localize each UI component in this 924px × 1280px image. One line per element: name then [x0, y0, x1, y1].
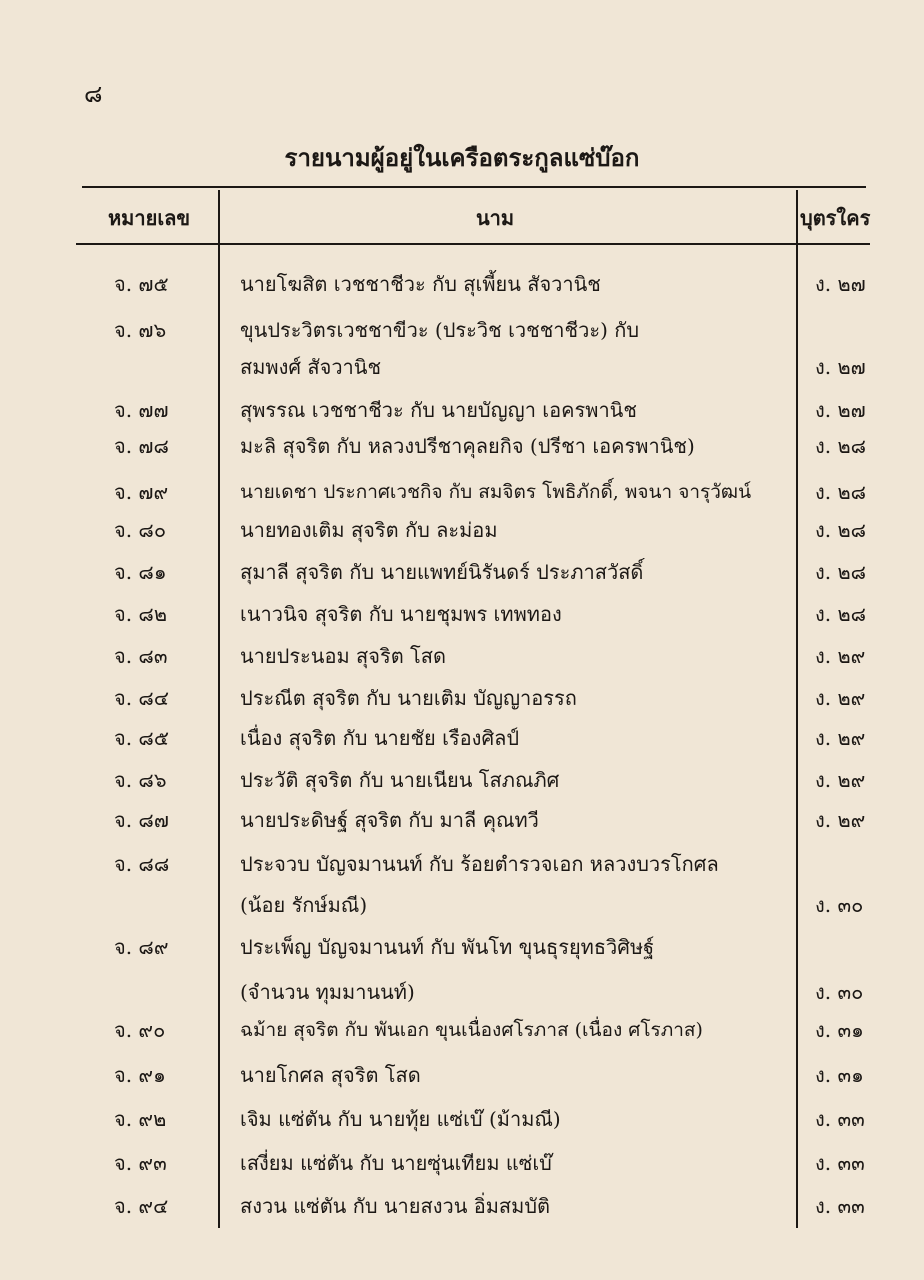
entry-number: จ. ๘๘ — [114, 852, 170, 876]
entry-name: มะลิ สุจริต กับ หลวงปรีชาคุลยกิจ (ปรีชา เอครพานิช) — [240, 434, 695, 458]
page-number: ๘ — [84, 80, 103, 108]
entry-name: นายประดิษฐ์ สุจริต กับ มาลี คุณทวี — [240, 808, 539, 832]
entry-parent-ref: ง. ๓๐ — [815, 980, 864, 1004]
entry-parent-ref: ง. ๒๗ — [815, 355, 866, 379]
entry-name: เนื่อง สุจริต กับ นายชัย เรืองศิลป์ — [240, 726, 520, 750]
entry-parent-ref: ง. ๒๙ — [815, 726, 866, 750]
header-number: หมายเลข — [108, 206, 191, 230]
column-divider-left — [218, 190, 220, 1228]
entry-name: ฉม้าย สุจริต กับ พันเอก ขุนเนื่องศโรภาส (เนื่อง ศโรภาส) — [240, 1019, 703, 1041]
entry-name: นายเดชา ประกาศเวชกิจ กับ สมจิตร โพธิภักดิ์, พจนา จารุวัฒน์ — [240, 481, 752, 503]
entry-name: สุพรรณ เวชชาชีวะ กับ นายบัญญา เอครพานิช — [240, 398, 637, 422]
entry-number: จ. ๗๘ — [114, 434, 169, 458]
entry-number: จ. ๘๓ — [114, 644, 168, 668]
entry-number: จ. ๙๐ — [114, 1018, 166, 1042]
entry-name: ประจวบ บัญจมานนท์ กับ ร้อยตำรวจเอก หลวงบวรโกศล — [240, 852, 719, 876]
entry-parent-ref: ง. ๒๘ — [815, 518, 867, 542]
entry-number: จ. ๗๖ — [114, 318, 167, 342]
entry-parent-ref: ง. ๒๘ — [815, 560, 867, 584]
entry-number: จ. ๘๐ — [114, 518, 167, 542]
entry-name: นายประนอม สุจริต โสด — [240, 644, 446, 668]
entry-parent-ref: ง. ๓๓ — [815, 1107, 865, 1131]
entry-number: จ. ๘๑ — [114, 560, 167, 584]
entry-name: สุมาลี สุจริต กับ นายแพทย์นิรันดร์ ประภาสวัสดิ์ — [240, 560, 644, 584]
header-name: นาม — [476, 206, 515, 230]
entry-name: เจิม แซ่ตัน กับ นายทุ้ย แซ่เบ๊ (ม้ามณี) — [240, 1107, 561, 1131]
entry-number: จ. ๙๒ — [114, 1107, 167, 1131]
entry-parent-ref: ง. ๒๘ — [815, 434, 867, 458]
entry-number: จ. ๗๕ — [114, 272, 169, 296]
entry-number: จ. ๙๓ — [114, 1151, 167, 1175]
entry-name: นายโฆสิต เวชชาชีวะ กับ สุเพี้ยน สัจวานิช — [240, 272, 601, 296]
entry-number: จ. ๘๕ — [114, 726, 169, 750]
entry-name-continued: สมพงศ์ สัจวานิช — [240, 355, 382, 379]
entry-number: จ. ๙๑ — [114, 1063, 166, 1087]
entry-name: ประวัติ สุจริต กับ นายเนียน โสภณภิศ — [240, 768, 560, 792]
entry-parent-ref: ง. ๒๘ — [815, 480, 867, 504]
entry-name: นายทองเติม สุจริต กับ ละม่อม — [240, 518, 498, 542]
entry-parent-ref: ง. ๓๓ — [815, 1194, 865, 1218]
entry-number: จ. ๗๗ — [114, 398, 169, 422]
entry-name: เสงี่ยม แซ่ตัน กับ นายซุ่นเทียม แซ่เบ๊ — [240, 1151, 552, 1175]
entry-name-continued: (จำนวน ทุมมานนท์) — [240, 980, 415, 1004]
entry-parent-ref: ง. ๒๗ — [815, 398, 866, 422]
entry-parent-ref: ง. ๒๗ — [815, 272, 866, 296]
entry-parent-ref: ง. ๒๙ — [815, 808, 866, 832]
entry-name: ประเพ็ญ บัญจมานนท์ กับ พันโท ขุนธุรยุทธวิศิษฐ์ — [240, 935, 655, 959]
entry-number: จ. ๘๖ — [114, 768, 167, 792]
entry-parent-ref: ง. ๒๘ — [815, 602, 867, 626]
entry-parent-ref: ง. ๒๙ — [815, 768, 866, 792]
entry-parent-ref: ง. ๓๑ — [815, 1063, 864, 1087]
entry-number: จ. ๘๔ — [114, 686, 169, 710]
entry-name: สงวน แซ่ตัน กับ นายสงวน อิ่มสมบัติ — [240, 1194, 550, 1218]
entry-number: จ. ๘๗ — [114, 808, 169, 832]
header-child-of: บุตรใคร — [800, 206, 871, 230]
entry-parent-ref: ง. ๓๑ — [815, 1018, 864, 1042]
entry-number: จ. ๘๒ — [114, 602, 168, 626]
entry-name: นายโกศล สุจริต โสด — [240, 1063, 421, 1087]
header-bottom-rule — [76, 243, 870, 245]
page-title: รายนามผู้อยู่ในเครือตระกูลแซ่บ๊อก — [284, 143, 640, 172]
entry-name: เนาวนิจ สุจริต กับ นายชุมพร เทพทอง — [240, 602, 562, 626]
entry-name: ขุนประวิตรเวชชาขีวะ (ประวิช เวชชาชีวะ) กับ — [240, 318, 640, 342]
entry-number: จ. ๙๔ — [114, 1194, 169, 1218]
header-top-rule — [82, 186, 866, 188]
entry-parent-ref: ง. ๒๙ — [815, 644, 866, 668]
entry-number: จ. ๗๙ — [114, 480, 169, 504]
entry-number: จ. ๘๙ — [114, 935, 169, 959]
entry-parent-ref: ง. ๓๓ — [815, 1151, 865, 1175]
entry-name: ประณีต สุจริต กับ นายเติม บัญญาอรรถ — [240, 686, 577, 710]
entry-name-continued: (น้อย รักษ์มณี) — [240, 893, 368, 917]
entry-parent-ref: ง. ๒๙ — [815, 686, 866, 710]
entry-parent-ref: ง. ๓๐ — [815, 893, 864, 917]
